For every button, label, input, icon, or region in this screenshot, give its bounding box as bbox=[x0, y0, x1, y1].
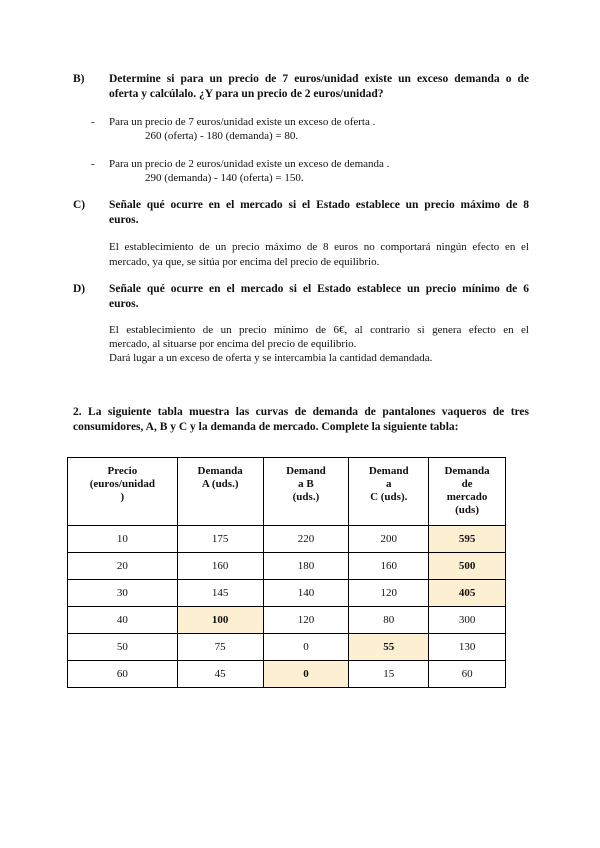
header-market-demand bbox=[429, 458, 506, 526]
header-demand-b bbox=[263, 458, 349, 526]
header-line: a B bbox=[298, 478, 314, 490]
section-c-answer-line2: mercado, ya que, se sitúa por encima del precio de equilibrio. bbox=[109, 256, 380, 268]
cell-demand-b-highlighted: 0 bbox=[263, 661, 349, 688]
section-c-question-line2: euros. bbox=[109, 214, 139, 226]
section-c-answer-line1: El establecimiento de un precio máximo de 8 euros no comportará ningún efecto en el bbox=[109, 241, 529, 253]
header-line: (uds) bbox=[455, 504, 479, 516]
header-line: Demanda bbox=[444, 465, 490, 477]
section-d-question-line1: Señale qué ocurre en el mercado si el Estado establece un precio mínimo de 6 bbox=[109, 283, 529, 295]
header-line: (euros/unidad bbox=[89, 478, 155, 490]
table-row bbox=[68, 607, 506, 634]
cell-demand-c: 160 bbox=[349, 553, 429, 580]
table-row bbox=[68, 634, 506, 661]
section-d-answer-line3: Dará lugar a un exceso de oferta y se intercambia la cantidad demandada. bbox=[109, 352, 433, 364]
table-row bbox=[68, 580, 506, 607]
header-price bbox=[68, 458, 178, 526]
section-b-question-line2: oferta y calcúlalo. ¿Y para un precio de 2 euros/unidad? bbox=[109, 88, 384, 100]
cell-demand-b: 140 bbox=[263, 580, 349, 607]
cell-demand-b: 220 bbox=[263, 526, 349, 553]
bullet: - bbox=[91, 116, 95, 128]
cell-demand-c: 15 bbox=[349, 661, 429, 688]
section-d-answer-line1: El establecimiento de un precio mínimo de 6€, al contrario si genera efecto en el bbox=[109, 324, 529, 336]
cell-demand-c: 120 bbox=[349, 580, 429, 607]
header-line: A (uds.) bbox=[201, 478, 239, 490]
cell-market-demand: 300 bbox=[429, 607, 506, 634]
header-line: (uds.) bbox=[292, 491, 320, 503]
section-d-letter: D) bbox=[73, 283, 86, 295]
bullet: - bbox=[91, 158, 95, 170]
header-demand-c bbox=[349, 458, 429, 526]
section-b-question-line1: Determine si para un precio de 7 euros/unidad existe un exceso demanda o de bbox=[109, 73, 529, 85]
header-line: de bbox=[461, 478, 473, 490]
cell-price: 40 bbox=[68, 607, 178, 634]
table-row bbox=[68, 661, 506, 688]
section-c-question-line1: Señale qué ocurre en el mercado si el Estado establece un precio máximo de 8 bbox=[109, 199, 529, 211]
section-b-calc-1: 260 (oferta) - 180 (demanda) = 80. bbox=[145, 130, 299, 142]
cell-price: 50 bbox=[68, 634, 178, 661]
header-line: ) bbox=[120, 491, 125, 503]
cell-market-demand-highlighted: 405 bbox=[429, 580, 506, 607]
cell-demand-b: 180 bbox=[263, 553, 349, 580]
section-2-heading-line1: 2. La siguiente tabla muestra las curvas de demanda de pantalones vaqueros de tres bbox=[73, 406, 529, 418]
header-line: C (uds). bbox=[370, 491, 408, 503]
cell-price: 30 bbox=[68, 580, 178, 607]
header-line: Demanda bbox=[197, 465, 243, 477]
section-2-heading-line2: consumidores, A, B y C y la demanda de mercado. Complete la siguiente tabla: bbox=[73, 421, 459, 433]
cell-demand-c-highlighted: 55 bbox=[349, 634, 429, 661]
cell-market-demand-highlighted: 500 bbox=[429, 553, 506, 580]
cell-demand-a-highlighted: 100 bbox=[177, 607, 263, 634]
cell-demand-b: 120 bbox=[263, 607, 349, 634]
section-b-answer-2: Para un precio de 2 euros/unidad existe un exceso de demanda . bbox=[109, 158, 390, 170]
section-b-answer-1: Para un precio de 7 euros/unidad existe un exceso de oferta . bbox=[109, 116, 376, 128]
cell-demand-a: 145 bbox=[177, 580, 263, 607]
header-demand-a bbox=[177, 458, 263, 526]
header-line: Demand bbox=[286, 465, 326, 477]
cell-market-demand: 60 bbox=[429, 661, 506, 688]
header-line: mercado bbox=[446, 491, 488, 503]
cell-demand-b: 0 bbox=[263, 634, 349, 661]
cell-demand-a: 175 bbox=[177, 526, 263, 553]
cell-price: 20 bbox=[68, 553, 178, 580]
table-header-row bbox=[68, 458, 506, 526]
header-line: Demand bbox=[368, 465, 409, 477]
cell-price: 60 bbox=[68, 661, 178, 688]
cell-market-demand-highlighted: 595 bbox=[429, 526, 506, 553]
section-d-answer-line2: mercado, al situarse por encima del precio de equilibrio. bbox=[109, 338, 357, 350]
cell-demand-a: 45 bbox=[177, 661, 263, 688]
cell-market-demand: 130 bbox=[429, 634, 506, 661]
table-row bbox=[68, 553, 506, 580]
cell-demand-a: 75 bbox=[177, 634, 263, 661]
header-line: a bbox=[385, 478, 392, 490]
demand-table bbox=[67, 457, 506, 688]
table-row bbox=[68, 526, 506, 553]
section-b-calc-2: 290 (demanda) - 140 (oferta) = 150. bbox=[145, 172, 304, 184]
header-line: Precio bbox=[107, 465, 138, 477]
cell-demand-a: 160 bbox=[177, 553, 263, 580]
section-c-letter: C) bbox=[73, 199, 86, 211]
cell-demand-c: 80 bbox=[349, 607, 429, 634]
section-b-letter: B) bbox=[73, 73, 85, 85]
section-d-question-line2: euros. bbox=[109, 298, 139, 310]
cell-price: 10 bbox=[68, 526, 178, 553]
cell-demand-c: 200 bbox=[349, 526, 429, 553]
